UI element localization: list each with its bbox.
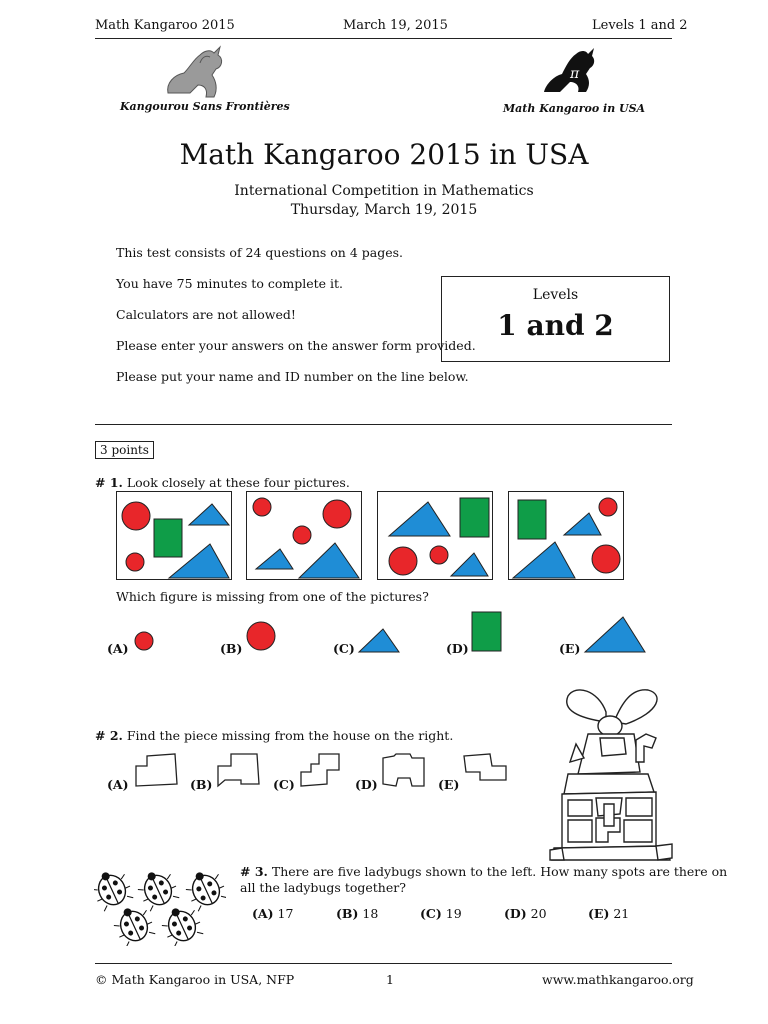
q2-option-c[interactable]	[273, 777, 295, 792]
red-circle-small	[430, 546, 448, 564]
blue-triangle-small	[189, 504, 229, 525]
q1-option-e-figure	[583, 615, 647, 659]
q1-number: # 1.	[95, 475, 123, 490]
q2-option-e-figure	[462, 750, 510, 794]
name-line	[95, 424, 672, 425]
q2-statement	[95, 728, 453, 743]
q1-text: Look closely at these four pictures.	[126, 475, 350, 490]
q1-picture-2	[246, 491, 362, 580]
red-circle-small	[126, 553, 144, 571]
instruction-2: You have 75 minutes to complete it.	[116, 276, 343, 291]
green-rectangle	[518, 500, 546, 539]
q3-number: # 3.	[240, 864, 268, 879]
levels-box	[441, 276, 670, 362]
instruction-5: Please put your name and ID number on the line below.	[116, 369, 469, 384]
q1-prompt: Which figure is missing from one of the pictures?	[116, 589, 429, 604]
q1-option-e[interactable]	[559, 641, 580, 656]
logo-left-caption: Kangourou Sans Frontières	[120, 100, 290, 113]
page-title: Math Kangaroo 2015 in USA	[179, 138, 589, 171]
q3-statement-line2: all the ladybugs together?	[240, 880, 406, 895]
q1-option-b[interactable]	[220, 641, 242, 656]
header-right: Levels 1 and 2	[592, 18, 688, 33]
q1-picture-1	[116, 491, 232, 580]
q3-statement-line1	[240, 864, 727, 879]
q2-option-c-label: (C)	[273, 777, 295, 792]
q1-option-d[interactable]	[446, 641, 469, 656]
footer-rule	[95, 963, 672, 964]
q1-picture-3	[377, 491, 493, 580]
red-circle-large	[122, 502, 150, 530]
q2-option-b-figure	[215, 750, 263, 794]
q2-option-c-figure	[297, 750, 345, 794]
q2-option-d[interactable]	[355, 777, 378, 792]
q1-option-c-label: (C)	[333, 641, 355, 656]
footer-copyright: © Math Kangaroo in USA, NFP	[95, 972, 295, 987]
blue-triangle-small	[451, 553, 488, 576]
q1-picture-4	[508, 491, 624, 580]
red-circle-large	[592, 545, 620, 573]
q3-option-a-value: 17	[277, 906, 294, 921]
blue-triangle-large	[299, 543, 359, 578]
red-circle-small	[599, 498, 617, 516]
q3-option-c[interactable]	[420, 906, 462, 921]
q3-option-e[interactable]	[588, 906, 629, 921]
logo-right-caption: Math Kangaroo in USA	[503, 102, 646, 115]
q2-text: Find the piece missing from the house on the right.	[126, 728, 454, 743]
blue-triangle-small	[564, 513, 601, 535]
q3-option-b-label: (B)	[336, 906, 359, 921]
q2-option-a-label: (A)	[107, 777, 129, 792]
q3-option-c-value: 19	[445, 906, 462, 921]
q3-option-b-value: 18	[362, 906, 379, 921]
q3-option-b[interactable]	[336, 906, 378, 921]
q1-option-e-label: (E)	[559, 641, 581, 656]
blue-triangle-large	[513, 542, 575, 578]
q1-option-a[interactable]	[107, 641, 129, 656]
kangaroo-logo-left	[160, 45, 232, 105]
q2-option-a[interactable]	[107, 777, 129, 792]
levels-value: 1 and 2	[497, 309, 614, 342]
points-badge: 3 points	[95, 441, 154, 459]
kangaroo-logo-right	[540, 40, 600, 102]
q3-option-d-value: 20	[530, 906, 547, 921]
q2-option-e[interactable]	[438, 777, 459, 792]
green-rectangle	[460, 498, 489, 537]
q2-number: # 2.	[95, 728, 123, 743]
q1-option-d-label: (D)	[446, 641, 469, 656]
subtitle-line1: International Competition in Mathematics	[234, 183, 534, 199]
q3-text-line1: There are five ladybugs shown to the left. How many spots are there on	[271, 864, 728, 879]
q1-option-b-figure	[245, 620, 279, 658]
instruction-4: Please enter your answers on the answer form provided.	[116, 338, 476, 353]
q3-option-a-label: (A)	[252, 906, 274, 921]
q3-option-e-label: (E)	[588, 906, 610, 921]
subtitle-line2: Thursday, March 19, 2015	[290, 202, 478, 218]
header-rule	[95, 38, 672, 39]
blue-triangle-large	[389, 502, 450, 536]
red-circle-large	[323, 500, 351, 528]
footer-url[interactable]: www.mathkangaroo.org	[542, 972, 694, 987]
q1-option-a-figure	[133, 630, 157, 658]
q1-option-c[interactable]	[333, 641, 355, 656]
q1-option-d-figure	[471, 611, 503, 657]
q1-option-b-label: (B)	[220, 641, 243, 656]
header-center: March 19, 2015	[343, 18, 448, 33]
q2-option-d-figure	[380, 750, 428, 794]
pi-symbol: π	[570, 66, 580, 82]
q2-option-e-label: (E)	[438, 777, 460, 792]
q2-option-a-figure	[133, 750, 181, 794]
q2-option-d-label: (D)	[355, 777, 378, 792]
q3-option-a[interactable]	[252, 906, 293, 921]
red-circle-small	[253, 498, 271, 516]
q1-option-c-figure	[357, 627, 401, 659]
q1-option-a-label: (A)	[107, 641, 129, 656]
q3-option-e-value: 21	[613, 906, 630, 921]
q3-option-d-label: (D)	[504, 906, 527, 921]
q2-option-b[interactable]	[190, 777, 212, 792]
header-left: Math Kangaroo 2015	[95, 18, 235, 33]
q2-house-figure	[548, 682, 674, 868]
q2-option-b-label: (B)	[190, 777, 213, 792]
blue-triangle-small	[256, 549, 293, 569]
instruction-3: Calculators are not allowed!	[116, 307, 296, 322]
q3-option-c-label: (C)	[420, 906, 442, 921]
red-circle-small	[293, 526, 311, 544]
red-circle-large	[389, 547, 417, 575]
q3-option-d[interactable]	[504, 906, 547, 921]
page-number: 1	[386, 972, 394, 987]
instruction-1: This test consists of 24 questions on 4 pages.	[116, 245, 403, 260]
q1-statement	[95, 475, 350, 490]
ladybugs-figure	[94, 866, 226, 950]
green-rectangle	[154, 519, 182, 557]
levels-label: Levels	[532, 287, 579, 303]
